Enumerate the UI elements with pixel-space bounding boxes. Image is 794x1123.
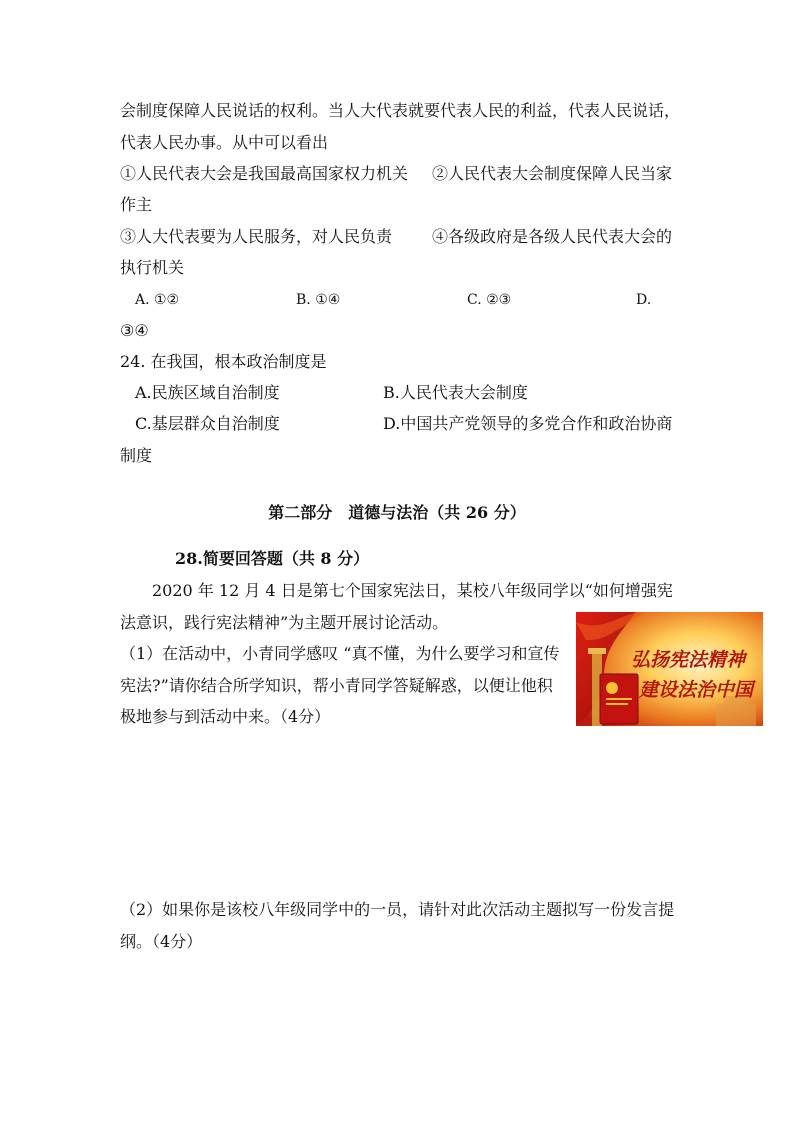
q28-sub2-line-1: （2）如果你是该校八年级同学中的一员，请针对此次活动主题拟写一份发言提 [120,900,675,919]
q23-option-c[interactable]: C. ②③ [467,292,512,308]
q28-title: 28.简要回答题（共 8 分） [175,549,370,568]
q23-option-b[interactable]: B. ①④ [296,292,341,308]
q28-intro-line-2: 法意识，践行宪法精神”为主题开展讨论活动。 [120,613,449,632]
q28-sub1-line-2: 宪法?”请你结合所学知识，帮小青同学答疑解惑，以便让他积 [120,676,553,695]
q23-option-d-cont: ③④ [120,321,149,340]
constitution-banner-image [576,612,763,726]
q23-statement-4-cont: 执行机关 [120,258,185,277]
q23-text-line-2: 代表人民办事。从中可以看出 [120,133,329,152]
q23-statement-4: ④各级政府是各级人民代表大会的 [432,227,673,246]
q23-option-d[interactable]: D. [636,292,652,308]
q28-sub1-line-3: 极地参与到活动中来。（4分） [120,707,331,726]
q23-statement-2-cont: 作主 [120,195,153,214]
q24-option-a[interactable]: A.民族区域自治制度 [135,383,280,402]
q23-statement-2: ②人民代表大会制度保障人民当家 [432,164,673,183]
banner-slogan-line-1: 弘扬宪法精神 [630,649,746,671]
q24-stem: 24. 在我国，根本政治制度是 [120,352,327,371]
q23-statement-3: ③人大代表要为人民服务，对人民负责 [120,227,393,246]
q23-statement-1: ①人民代表大会是我国最高国家权力机关 [120,164,409,183]
q24-option-b[interactable]: B.人民代表大会制度 [383,383,528,402]
banner-slogan-line-2: 建设法治中国 [638,679,754,701]
section-title: 第二部分 道德与法治（共 26 分） [268,503,526,522]
q23-text-line-1: 会制度保障人民说话的权利。当人大代表就要代表人民的利益，代表人民说话， [120,101,681,120]
q28-sub2-line-2: 纲。（4分） [120,932,203,951]
q28-sub1-line-1: （1）在活动中，小青同学感叹 “真不懂，为什么要学习和宣传 [120,644,560,663]
q24-option-d-cont: 制度 [120,446,153,465]
q24-option-c[interactable]: C.基层群众自治制度 [135,414,280,433]
q24-option-d[interactable]: D.中国共产党领导的多党合作和政治协商 [383,414,673,433]
q28-intro-line-1: 2020 年 12 月 4 日是第七个国家宪法日，某校八年级同学以“如何增强宪 [152,581,673,600]
q23-option-a[interactable]: A. ①② [135,292,180,308]
